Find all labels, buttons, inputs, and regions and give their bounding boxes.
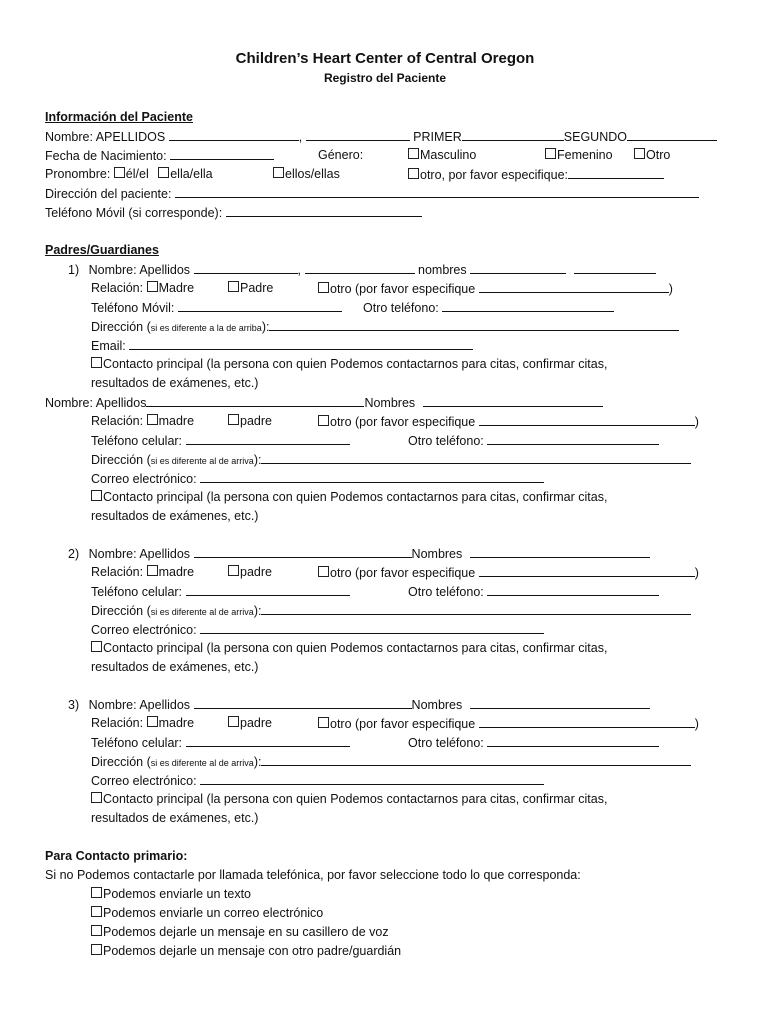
g2-number: 2) [68,547,80,561]
g3-email-field[interactable] [200,772,544,785]
g3-name-row: 3) Nombre: Apellidos Nombres [68,696,650,713]
g2-madre-checkbox[interactable] [147,565,158,576]
g1-mobile-field[interactable] [178,299,342,312]
g1-last-name-field[interactable] [194,261,298,274]
g1-relation-row: Relación: Madre [91,281,195,295]
mobile-row [45,204,422,221]
g1b-nombres-label: Nombres [364,396,416,410]
g2-contact-text-2: resultados de exámenes, etc.) [91,660,259,674]
email-option-checkbox[interactable] [91,906,102,917]
g2-padre-option[interactable]: padre [228,564,272,580]
g3-contact-text-2: resultados de exámenes, etc.) [91,811,259,825]
pronoun-otro-checkbox[interactable] [408,168,419,179]
g1b-otro-field[interactable] [479,413,695,426]
g3-otro-option[interactable]: otro (por favor especifique ) [318,715,699,732]
gender-femenino[interactable]: Femenino [545,147,613,163]
g2-otro-checkbox[interactable] [318,566,329,577]
g1-contact-text-2: resultados de exámenes, etc.) [91,376,259,390]
masculino-checkbox[interactable] [408,148,419,159]
contact-option-email[interactable]: Podemos enviarle un correo electrónico [91,905,323,921]
femenino-checkbox[interactable] [545,148,556,159]
other-guardian-option-checkbox[interactable] [91,944,102,955]
g3-otro-checkbox[interactable] [318,717,329,728]
g2-nombres-field[interactable] [470,545,650,558]
g2-otro-field[interactable] [479,564,695,577]
ella-checkbox[interactable] [158,167,169,178]
g3-phone-row: Teléfono celular: [91,734,350,751]
address-label: Dirección del paciente: [45,187,172,201]
g1b-phone-row: Teléfono celular: [91,432,350,449]
g2-mobile-field[interactable] [186,583,350,596]
g3-last-name-field[interactable] [194,696,412,709]
g3-number: 3) [68,698,80,712]
g2-other-phone: Otro teléfono: [408,583,659,600]
page-subtitle: Registro del Paciente [323,71,447,85]
voicemail-option-checkbox[interactable] [91,925,102,936]
gender-masculino[interactable]: Masculino [408,147,476,163]
g2-primary-checkbox[interactable] [91,641,102,652]
g1-email-label: Email: [91,339,126,353]
patient-name-row: Nombre: APELLIDOS , PRIMER SEGUNDO [45,128,717,145]
g1-other-phone-field[interactable] [442,299,614,312]
primer-label: PRIMER [413,130,462,144]
contact-option-text[interactable]: Podemos enviarle un texto [91,886,251,902]
g1-primary-contact[interactable]: Contacto principal (la persona con quien Podemos contactarnos para citas, confirmar citas, [91,356,607,372]
g1b-padre-checkbox[interactable] [228,414,239,425]
g1b-otro-option[interactable]: otro (por favor especifique ) [318,413,699,430]
g1b-nombres-field[interactable] [423,394,603,407]
pronoun-row: Pronombre: él/el ella/ella [45,167,213,181]
el-checkbox[interactable] [114,167,125,178]
g2-otro-option[interactable]: otro (por favor especifique ) [318,564,699,581]
mobile-field[interactable] [226,204,422,217]
contact-option-voicemail[interactable]: Podemos dejarle un mensaje en su casillero de voz [91,924,389,940]
g1b-primary-checkbox[interactable] [91,490,102,501]
mobile-label: Teléfono Móvil (si corresponde): [45,206,223,220]
g1-email-row [91,337,473,354]
g1-other-phone-label: Otro teléfono: [363,301,439,315]
g1-padre-option[interactable]: Padre [228,280,273,296]
gender-otro[interactable]: Otro [634,147,670,163]
g3-address-field[interactable] [261,753,691,766]
g1-otro-option[interactable]: otro (por favor especifique ) [318,280,673,297]
g1-padre-checkbox[interactable] [228,281,239,292]
g1-phone-row [91,299,342,316]
g1b-other-phone-field[interactable] [487,432,659,445]
g1-relation-label: Relación: [91,281,144,295]
g1-nombres-label: nombres [418,263,467,277]
g3-madre-checkbox[interactable] [147,716,158,727]
g1-name-label: Nombre: Apellidos [88,263,191,277]
g3-mobile-field[interactable] [186,734,350,747]
g2-primary-contact[interactable]: Contacto principal (la persona con quien Podemos contactarnos para citas, confirmar citas, [91,640,607,656]
g2-phone-row: Teléfono celular: [91,583,350,600]
dob-label: Fecha de Nacimiento: [45,149,167,163]
g1-other-phone [363,299,614,316]
g1b-mobile-field[interactable] [186,432,350,445]
g3-padre-option[interactable]: padre [228,715,272,731]
g1b-email-field[interactable] [200,470,544,483]
g3-other-phone: Otro teléfono: [408,734,659,751]
g3-address-row: Dirección (si es diferente al de arriva): [91,753,691,771]
g2-email-row: Correo electrónico: [91,621,544,638]
primer-field[interactable] [462,128,564,141]
address-row [45,185,699,202]
g2-padre-checkbox[interactable] [228,565,239,576]
g3-email-row: Correo electrónico: [91,772,544,789]
pronoun-otro-field[interactable] [568,166,664,179]
g1-otro-checkbox[interactable] [318,282,329,293]
g3-otro-field[interactable] [479,715,695,728]
g1b-name-label: Nombre: Apellidos [45,396,147,410]
dob-row [45,147,274,164]
name-label: Nombre: APELLIDOS [45,130,166,144]
g1b-padre-option[interactable]: padre [228,413,272,429]
segundo-field[interactable] [627,128,717,141]
otro-checkbox[interactable] [634,148,645,159]
g1-madre-checkbox[interactable] [147,281,158,292]
g1-nombres-field[interactable] [470,261,566,274]
g1-address-row: Dirección (si es diferente a la de arriba): [91,318,679,336]
g1b-relation-row: Relación: madre [91,414,195,428]
g2-address-field[interactable] [261,602,691,615]
g2-relation-row: Relación: madre [91,565,195,579]
ellos-checkbox[interactable] [273,167,284,178]
g2-address-row: Dirección (si es diferente al de arriva): [91,602,691,620]
g2-email-field[interactable] [200,621,544,634]
segundo-label: SEGUNDO [563,130,627,144]
address-field[interactable] [175,185,699,198]
dob-field[interactable] [170,147,274,160]
g3-other-phone-field[interactable] [487,734,659,747]
g3-primary-checkbox[interactable] [91,792,102,803]
g1b-otro-checkbox[interactable] [318,415,329,426]
g1b-contact-text-2: resultados de exámenes, etc.) [91,509,259,523]
page-title: Children’s Heart Center of Central Oregon [235,50,535,67]
primary-contact-heading: Para Contacto primario: [45,849,188,863]
g1b-last-name-field[interactable] [146,394,364,407]
g2-other-phone-field[interactable] [487,583,659,596]
first-name-field[interactable] [306,128,410,141]
g1-otro-field[interactable] [479,280,669,293]
patient-heading: Información del Paciente [45,110,193,124]
g1b-address-row: Dirección (si es diferente al de arriva): [91,451,691,469]
g1-nombres-field-2[interactable] [574,261,656,274]
contact-option-other-guardian[interactable]: Podemos dejarle un mensaje con otro padre/guardián [91,943,401,959]
text-option-checkbox[interactable] [91,887,102,898]
g1b-address-field[interactable] [261,451,691,464]
g2-name-row: 2) Nombre: Apellidos Nombres [68,545,650,562]
pronoun-label: Pronombre: [45,167,111,181]
g1b-email-row: Correo electrónico: [91,470,544,487]
g3-nombres-field[interactable] [470,696,650,709]
g1b-primary-contact[interactable]: Contacto principal (la persona con quien Podemos contactarnos para citas, confirmar citas, [91,489,607,505]
g3-relation-row: Relación: madre [91,716,195,730]
pronoun-ellos[interactable]: ellos/ellas [273,166,340,182]
g1-email-field[interactable] [129,337,473,350]
g3-primary-contact[interactable]: Contacto principal (la persona con quien Podemos contactarnos para citas, confirmar citas, [91,791,607,807]
pronoun-otro[interactable]: otro, por favor especifique: [408,166,664,183]
primary-contact-intro: Si no Podemos contactarle por llamada telefónica, por favor seleccione todo lo que corresponda: [45,868,581,882]
g1-primary-checkbox[interactable] [91,357,102,368]
g1-first-name-field[interactable] [305,261,415,274]
g1b-madre-checkbox[interactable] [147,414,158,425]
g1b-name-row [45,394,603,411]
g3-padre-checkbox[interactable] [228,716,239,727]
patient-section [45,109,193,125]
g1-address-field[interactable] [269,318,679,331]
last-name-field[interactable] [169,128,299,141]
guardians-heading: Padres/Guardianes [45,243,159,257]
gender-label: Género: [318,148,364,162]
g1-number: 1) [68,263,80,277]
g2-last-name-field[interactable] [194,545,412,558]
g1b-other-phone: Otro teléfono: [408,432,659,449]
g1-mobile-label: Teléfono Móvil: [91,301,175,315]
g1-name-row: 1) Nombre: Apellidos , nombres [68,261,656,278]
